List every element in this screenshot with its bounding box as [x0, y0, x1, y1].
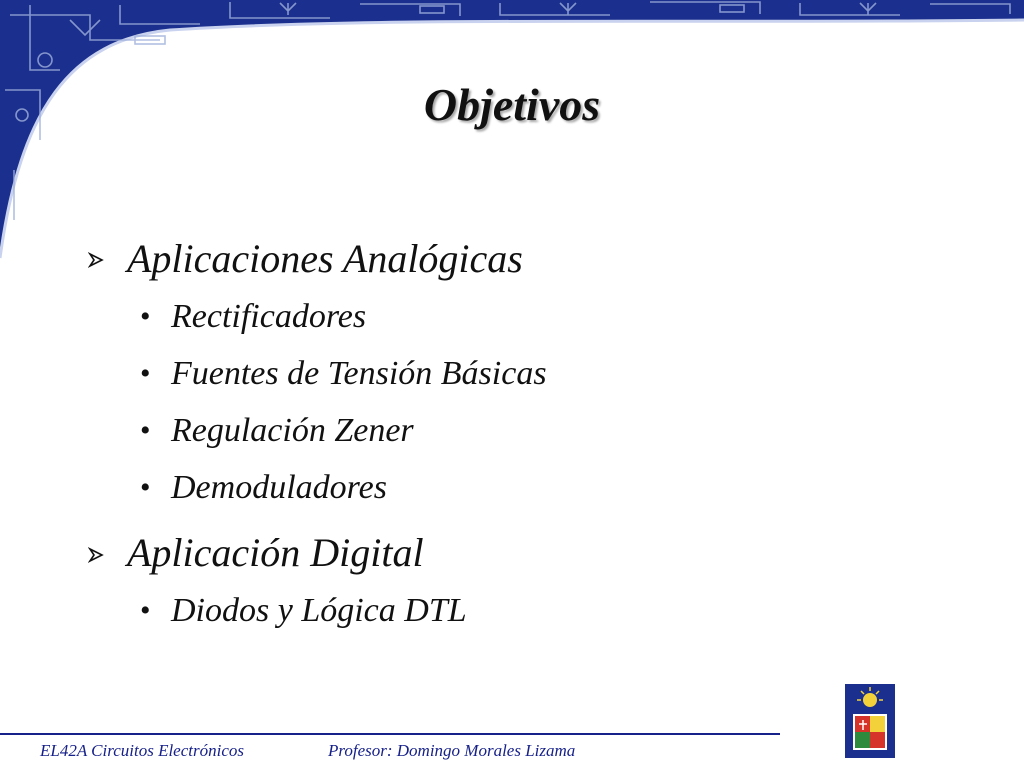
section-heading-analog: Aplicaciones Analógicas	[127, 236, 523, 281]
arrowhead-icon	[88, 252, 104, 268]
list-item: Regulación Zener	[171, 412, 414, 449]
list-item: Demoduladores	[171, 469, 387, 506]
slide-title: Objetivos	[423, 79, 601, 130]
bullet-dot-icon: •	[140, 471, 151, 504]
university-crest-icon	[845, 684, 895, 758]
footer-course: EL42A Circuitos Electrónicos	[40, 741, 244, 760]
list-item: Fuentes de Tensión Básicas	[171, 355, 547, 392]
bullet-dot-icon: •	[140, 414, 151, 447]
footer-professor: Profesor: Domingo Morales Lizama	[328, 741, 576, 760]
bullet-dot-icon: •	[140, 594, 151, 627]
section-heading-digital: Aplicación Digital	[127, 530, 424, 575]
list-item: Diodos y Lógica DTL	[171, 592, 467, 629]
footer-divider	[0, 733, 780, 735]
bullet-dot-icon: •	[140, 300, 151, 333]
bullet-dot-icon: •	[140, 357, 151, 390]
list-item: Rectificadores	[171, 298, 367, 335]
arrowhead-icon	[88, 547, 104, 563]
